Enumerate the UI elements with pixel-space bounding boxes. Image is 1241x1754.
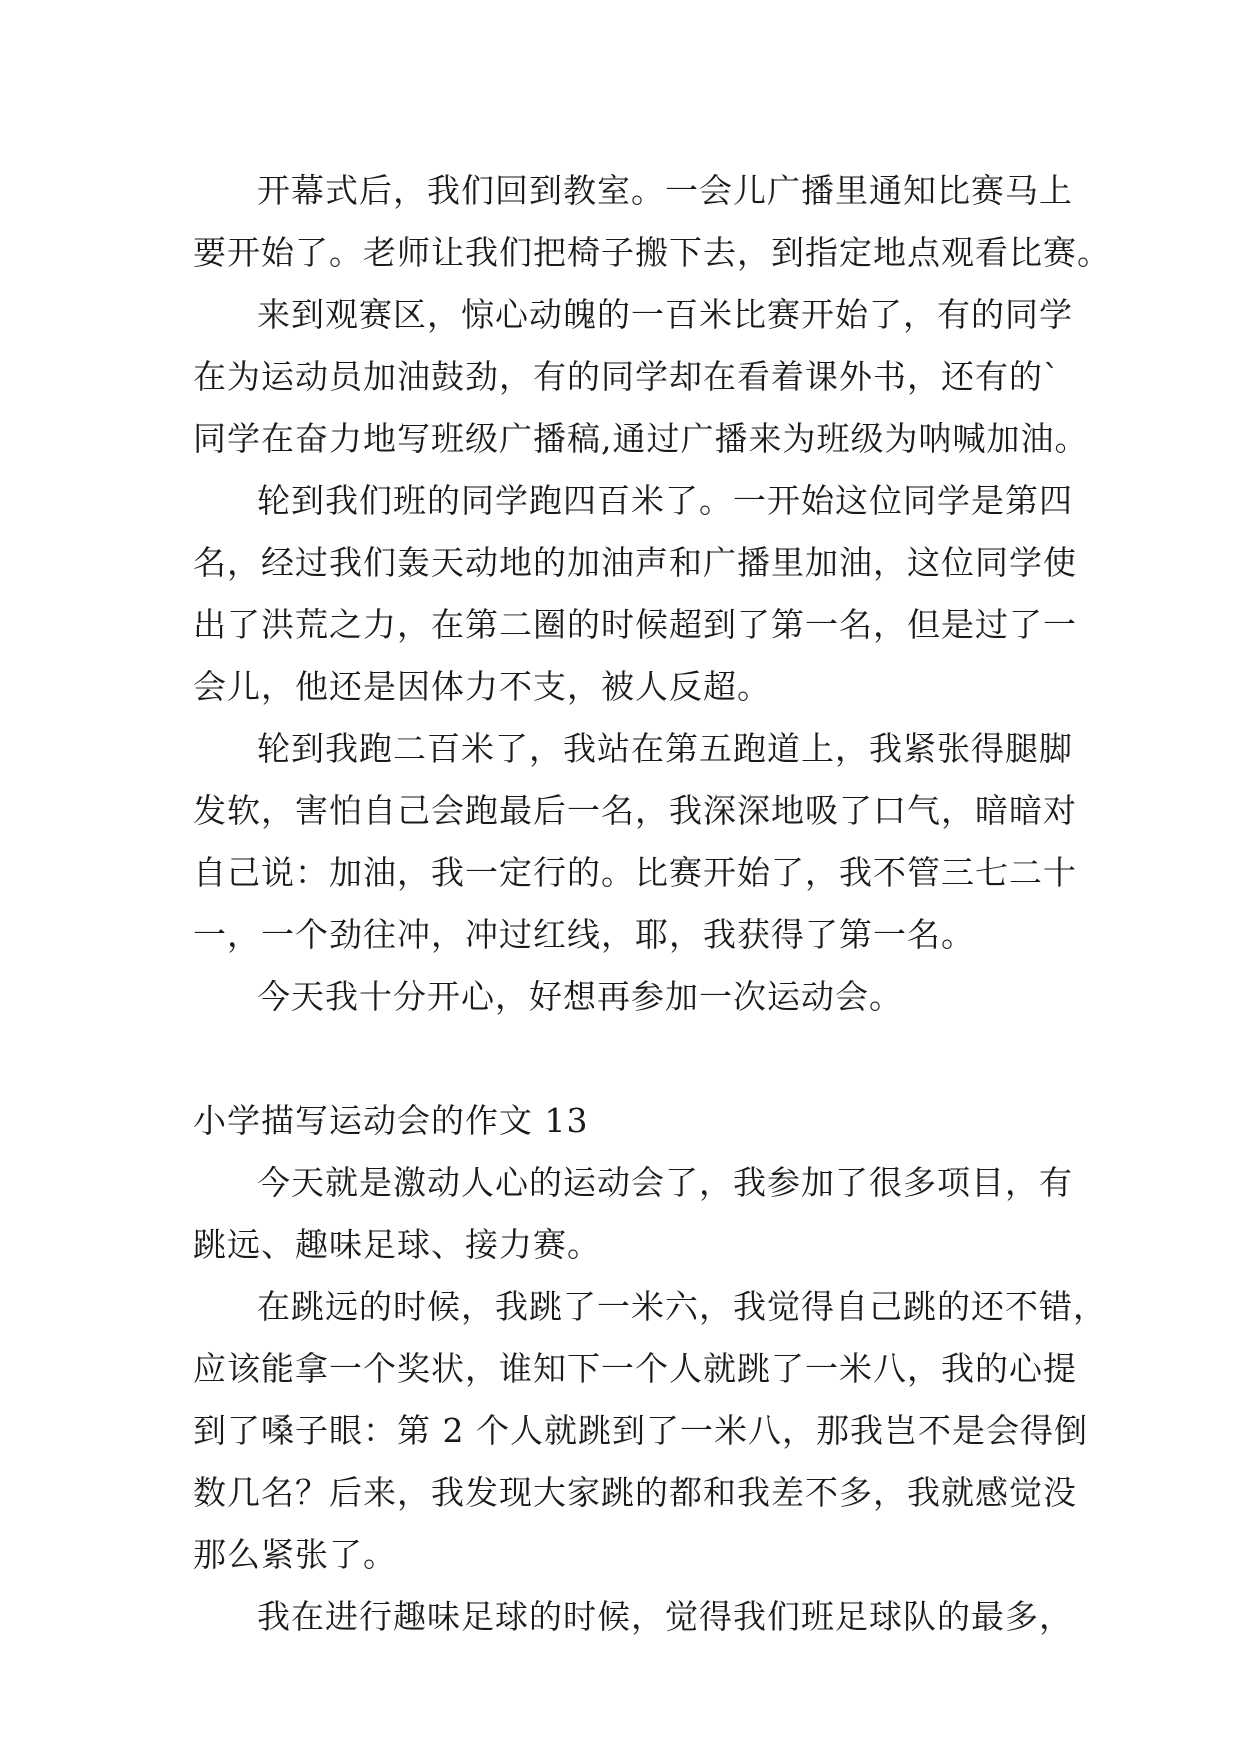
paragraph-line: 数几名？后来，我发现大家跳的都和我差不多，我就感觉没	[193, 1473, 1077, 1512]
section-title: 小学描写运动会的作文 13	[193, 1101, 589, 1140]
paragraph-line: 开幕式后，我们回到教室。一会儿广播里通知比赛马上	[257, 171, 1073, 210]
section-spacer	[193, 1028, 1053, 1090]
paragraph-line: 自己说：加油，我一定行的。比赛开始了，我不管三七二十	[193, 853, 1077, 892]
paragraph-line: 发软，害怕自己会跑最后一名，我深深地吸了口气，暗暗对	[193, 791, 1077, 830]
paragraph-line: 同学在奋力地写班级广播稿,通过广播来为班级为呐喊加油。	[193, 419, 1089, 458]
paragraph-line: 名，经过我们轰天动地的加油声和广播里加油，这位同学使	[193, 543, 1077, 582]
paragraph-line: 今天我十分开心，好想再参加一次运动会。	[257, 977, 903, 1016]
paragraph-line: 出了洪荒之力，在第二圈的时候超到了第一名，但是过了一	[193, 605, 1077, 644]
paragraph-line: 来到观赛区，惊心动魄的一百米比赛开始了，有的同学	[257, 295, 1073, 334]
paragraph-line: 今天就是激动人心的运动会了，我参加了很多项目，有	[257, 1163, 1073, 1202]
paragraph-line: 轮到我们班的同学跑四百米了。一开始这位同学是第四	[257, 481, 1073, 520]
paragraph-line: 应该能拿一个奖状，谁知下一个人就跳了一米八，我的心提	[193, 1349, 1077, 1388]
paragraph-line: 一，一个劲往冲，冲过红线，耶，我获得了第一名。	[193, 915, 975, 954]
paragraph-line: 在跳远的时候，我跳了一米六，我觉得自己跳的还不错，	[257, 1287, 1107, 1326]
paragraph-line: 要开始了。老师让我们把椅子搬下去，到指定地点观看比赛。	[193, 233, 1111, 272]
document-page	[193, 160, 1111, 1648]
paragraph-line: 在为运动员加油鼓劲，有的同学却在看着课外书，还有的`	[193, 357, 1061, 396]
paragraph-line: 到了嗓子眼：第 2 个人就跳到了一米八，那我岂不是会得倒	[193, 1411, 1088, 1450]
paragraph-line: 我在进行趣味足球的时候，觉得我们班足球队的最多，	[257, 1597, 1073, 1636]
paragraph-line: 跳远、趣味足球、接力赛。	[193, 1225, 601, 1264]
paragraph-line: 会儿，他还是因体力不支，被人反超。	[193, 667, 771, 706]
paragraph-line: 轮到我跑二百米了，我站在第五跑道上，我紧张得腿脚	[257, 729, 1073, 768]
paragraph-line: 那么紧张了。	[193, 1535, 397, 1574]
